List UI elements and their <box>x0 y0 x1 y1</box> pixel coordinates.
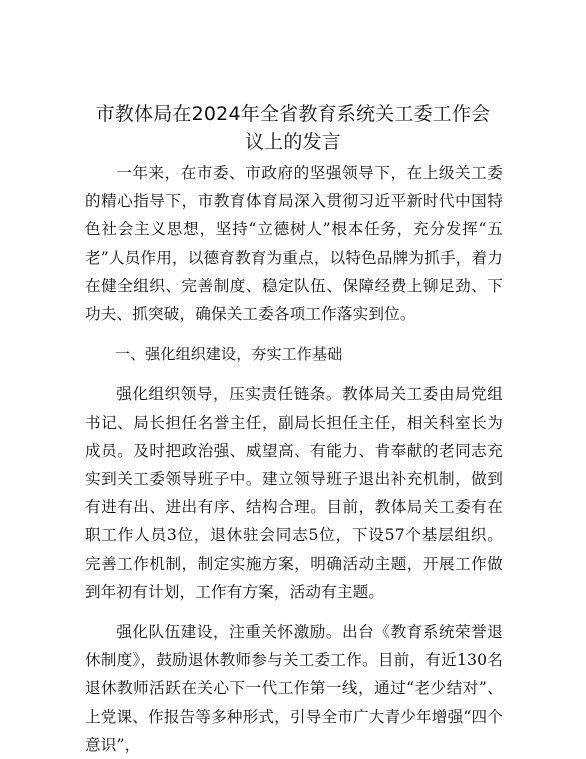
organization-paragraph: 强化组织领导，压实责任链条。教体局关工委由局党组书记、局长担任名誉主任，副局长担任主任，相关科室长为成员。及时把政治强、威望高、有能力、肯奉献的老同志充实到关工委领导班子中。建立领导班子退出补充机制，做到有进有出、进出有序、结构合理。目前，教体局关工委有在职工作人员3位，退休驻会同志5位，下设57个基层组织。完善工作机制，制定实施方案，明确活动主题，开展工作做到年初有计划，工作有方案，活动有主题。 <box>85 385 503 601</box>
title-line-1: 市教体局在2024年全省教育系统关工委工作会 <box>95 103 491 125</box>
spacer <box>85 368 503 380</box>
section-heading: 一、强化组织建设，夯实工作基础 <box>115 345 343 364</box>
document-title <box>80 100 506 156</box>
spacer <box>85 328 503 340</box>
title-line-2: 议上的发言 <box>244 131 341 153</box>
intro-paragraph: 一年来，在市委、市政府的坚强领导下，在上级关工委的精心指导下，市教育体育局深入贯彻习近平新时代中国特色社会主义思想，坚持“立德树人”根本任务，充分发挥“五老”人员作用，以德育教育为重点，以特色品牌为抓手，着力在健全组织、完善制度、稳定队伍、保障经费上铆足劲、下功夫、抓突破，确保关工委各项工作落实到位。 <box>85 164 503 324</box>
spacer <box>85 606 503 618</box>
document-body <box>85 159 503 759</box>
team-paragraph: 强化队伍建设，注重关怀激励。出台《教育系统荣誉退休制度》，鼓励退休教师参与关工委工作。目前，有近130名退休教师活跃在关心下一代工作第一线，通过“老少结对”、上党课、作报告等多种形式，引导全市广大青少年增强“四个意识”， <box>85 623 503 754</box>
